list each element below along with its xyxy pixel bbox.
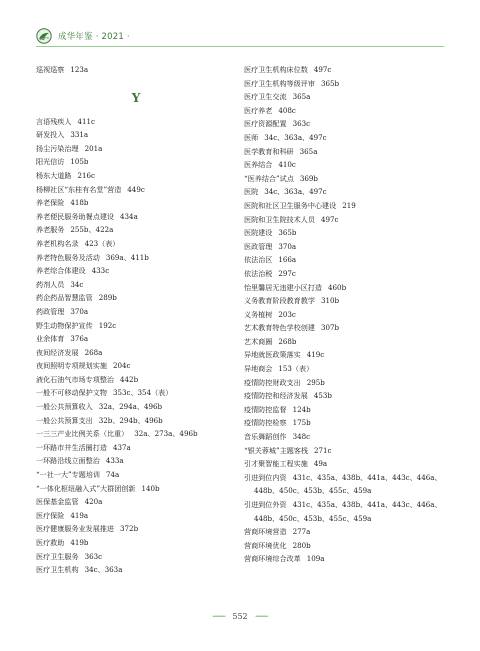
index-entry (244, 335, 444, 349)
index-term: “一体化枢纽融入式”大群团创新 (36, 483, 136, 493)
index-term: “一社一大”专题培训 (36, 470, 101, 480)
index-entry (36, 264, 236, 278)
index-page-ref: 32b、294b、496b (98, 415, 163, 425)
index-page-ref: 365b (320, 78, 340, 88)
index-page-ref: 109a (306, 554, 325, 564)
index-term: 医疗养老 (244, 105, 273, 115)
index-entry (244, 416, 444, 430)
index-term: 医疗卫生机构 (36, 565, 79, 575)
index-term: 液化石油气市场专项整治 (36, 374, 115, 384)
footer-ornament-left: ━━━ (212, 612, 225, 621)
index-entry (244, 267, 444, 281)
index-page-ref: 277a (292, 527, 311, 537)
index-page-ref: 365a (299, 146, 318, 156)
index-page-ref: 204c (112, 361, 131, 371)
index-page-ref: 105b (70, 157, 89, 167)
index-page-ref: 431c、435a、438b、441a、443c、446a、 (292, 500, 442, 509)
index-term: 医院和社区卫生服务中心建设 (244, 200, 337, 210)
index-term: 夜间照明专项规划实施 (36, 361, 107, 371)
index-entry (36, 386, 236, 400)
index-entry (36, 210, 236, 224)
index-term: 药剂人员 (36, 279, 65, 289)
index-page-ref: 34c、363a、497c (264, 132, 327, 142)
index-term: 杨柳社区“东桂有名堂”营造 (36, 184, 122, 194)
index-entry (36, 63, 236, 77)
index-entry (36, 359, 236, 373)
index-page-ref: 175b (292, 418, 311, 428)
index-page-ref: 153（表） (278, 364, 314, 374)
index-entry (244, 471, 444, 485)
index-entry (244, 226, 444, 240)
index-page-ref: 370a (278, 241, 297, 251)
index-entry (36, 563, 236, 577)
index-term: 异地商会 (244, 364, 273, 374)
index-page-ref: 32a、273a、496b (134, 429, 198, 439)
index-term: 医院 (244, 187, 259, 197)
index-term: 养老机构名录 (36, 238, 79, 248)
index-term: 言语残疾人 (36, 116, 72, 126)
index-page-ref: 49a (313, 459, 328, 469)
index-term: 引才聚智能工程实施 (244, 459, 308, 469)
index-page-ref: 216c (77, 170, 95, 180)
index-page-ref: 32a、294a、496b (98, 402, 163, 412)
index-term: 药政管理 (36, 306, 65, 316)
index-term: 疫情防控财政支出 (244, 377, 301, 387)
page-number: 552 (232, 612, 248, 621)
index-page-ref: 331a (70, 130, 89, 140)
index-term: 养老保险 (36, 198, 65, 208)
index-term: 营商环境综合改革 (244, 554, 301, 564)
index-entry (36, 237, 236, 251)
index-column-right (244, 63, 444, 566)
index-term: 怡里馨居无违建小区打造 (244, 282, 323, 292)
index-entry (36, 128, 236, 142)
index-entry (244, 63, 444, 77)
index-page-ref: 431c、435a、438b、441a、443c、446a、 (292, 472, 442, 482)
index-page-ref: 437a (112, 442, 131, 452)
index-page-ref: 420a (84, 497, 103, 507)
index-entry (244, 117, 444, 131)
index-term: 医师 (244, 132, 259, 142)
index-page-ref: 497c (320, 214, 339, 224)
index-term: 一环路市井生活圈打造 (36, 442, 107, 452)
index-page-ref: 268b (278, 336, 297, 346)
index-page-ref: 460b (328, 282, 347, 292)
index-entry (244, 376, 444, 390)
index-entry (36, 509, 236, 523)
index-page-ref: 449c (127, 184, 145, 194)
index-term: 医疗卫生机构等级评审 (244, 78, 315, 88)
index-page-ref: 34c、363a、497c (264, 187, 327, 197)
index-entry (244, 158, 444, 172)
index-term: 杨东大道路 (36, 170, 72, 180)
index-entry (244, 539, 444, 553)
index-entry (36, 400, 236, 414)
index-entry (244, 104, 444, 118)
index-term: 疫情防控检察 (244, 418, 287, 428)
index-entry (244, 213, 444, 227)
index-term: 音乐舞蹈创作 (244, 432, 287, 442)
index-entry (244, 240, 444, 254)
index-page-ref: 74a (106, 470, 120, 480)
index-entry (244, 199, 444, 213)
index-page-ref: 271c (314, 445, 332, 455)
index-entry (36, 183, 236, 197)
index-entry (36, 482, 236, 496)
index-page-ref: 408c (278, 105, 296, 115)
page-header (36, 28, 130, 44)
index-term: 养老便民服务助餐点建设 (36, 211, 115, 221)
index-term: 扬尘污染治理 (36, 143, 79, 153)
index-term: 一环路沿线立面整治 (36, 456, 100, 466)
index-page-ref: 280b (292, 540, 311, 550)
index-page-ref: 376a (70, 334, 89, 344)
index-term: 医院建设 (244, 228, 273, 238)
index-page-ref: 219 (342, 200, 356, 210)
index-term: 依法治区 (244, 255, 273, 265)
index-entry (244, 145, 444, 159)
index-term: 义务植树 (244, 309, 273, 319)
index-page-ref: 419c (306, 350, 325, 360)
index-entry (36, 305, 236, 319)
index-entry (244, 457, 444, 471)
index-entry (244, 525, 444, 539)
index-entry (36, 346, 236, 360)
index-page-ref: 372b (120, 524, 139, 534)
index-entry (36, 142, 236, 156)
index-page-ref: 448b、450c、453b、455c、459a (254, 513, 372, 523)
index-page-ref: 419a (70, 510, 89, 520)
index-page-ref: 140b (141, 483, 160, 493)
index-page-ref: 289b (98, 293, 117, 303)
index-page-ref: 369a、411b (105, 252, 149, 262)
index-term: 医疗资源配置 (244, 119, 287, 129)
index-entry (36, 251, 236, 265)
index-entry (36, 291, 236, 305)
index-page-ref: 419b (70, 538, 89, 547)
index-page-ref: 433a (105, 456, 124, 466)
index-page-ref: 124b (292, 404, 311, 414)
index-term: 艺术商圈 (244, 336, 273, 346)
index-entry (36, 468, 236, 482)
index-term: 医疗健康服务业发展推进 (36, 524, 115, 534)
yearbook-logo-icon (36, 28, 52, 44)
index-page-ref: 34c (70, 279, 84, 289)
index-entry (244, 484, 444, 498)
index-term: 疫情防控和经济发展 (244, 391, 308, 401)
index-entry (244, 430, 444, 444)
index-page-ref: 423（表） (84, 238, 120, 248)
index-term: 引进到位内资 (244, 472, 287, 482)
index-page-ref: 307b (320, 323, 340, 333)
index-page-ref: 433c (91, 266, 110, 276)
index-entry (36, 414, 236, 428)
index-page-ref: 255b、422a (70, 225, 114, 235)
footer-ornament-right: ━━━ (255, 612, 268, 621)
index-page-ref: 203c (278, 309, 296, 319)
index-entry (36, 495, 236, 509)
index-page-ref: 192c (98, 320, 117, 330)
index-page-ref: 295b (306, 377, 325, 387)
index-term: 医疗卫生交流 (244, 92, 287, 102)
index-term: 疫情防控监督 (244, 404, 287, 414)
index-entry (244, 321, 444, 335)
index-term: 业余体育 (36, 334, 65, 344)
index-term: 医养结合 (244, 160, 273, 170)
index-column-left (36, 63, 236, 577)
index-entry (244, 552, 444, 566)
index-term: 养老特色服务及活动 (36, 252, 100, 262)
index-page-ref: 123a (70, 65, 89, 74)
index-page-ref: 297c (278, 268, 296, 278)
index-page-ref: 434a (120, 211, 138, 221)
index-term: 养老综合体建设 (36, 266, 86, 276)
index-term: 巡视巡察 (36, 65, 65, 74)
index-entry (244, 294, 444, 308)
index-page-ref: 310b (320, 296, 340, 306)
index-entry (36, 319, 236, 333)
index-term: “银关蓉城”主题客栈 (244, 445, 309, 455)
index-entry (244, 185, 444, 199)
index-page-ref: 363c (84, 551, 103, 561)
index-entry (36, 196, 236, 210)
index-page-ref: 497c (313, 65, 332, 74)
index-term: 养老服务 (36, 225, 65, 235)
index-term: 一般公共预算收入 (36, 402, 93, 412)
index-term: 医学教育和科研 (244, 146, 294, 156)
index-term: 阳光信访 (36, 157, 65, 167)
index-term: 营商环境优化 (244, 540, 287, 550)
page-footer (0, 612, 480, 621)
index-term: 医疗卫生机构床位数 (244, 65, 308, 74)
index-page-ref: 268a (84, 347, 103, 357)
index-entry (244, 131, 444, 145)
index-term: 药企药品智慧监管 (36, 293, 93, 303)
index-entry (36, 427, 236, 441)
index-entry (36, 223, 236, 237)
index-page-ref: 34c、363a (84, 565, 123, 575)
index-term: 野生动物保护宣传 (36, 320, 93, 330)
index-entry (244, 403, 444, 417)
index-page-ref: 166a (278, 255, 297, 265)
index-entry (36, 155, 236, 169)
index-entry (36, 522, 236, 536)
index-term: 夜间经济发展 (36, 347, 79, 357)
index-page-ref: 363c (292, 119, 311, 129)
index-entry (244, 348, 444, 362)
index-entry (36, 332, 236, 346)
index-entry (244, 512, 444, 526)
index-term: 一般不可移动保护文物 (36, 388, 107, 398)
header-title: 成华年鉴 · 2021 · (58, 32, 130, 42)
index-term: 一般公共预算支出 (36, 415, 93, 425)
index-page-ref: 348c (292, 432, 311, 442)
index-page-ref: 448b、450c、453b、455c、459a (254, 486, 372, 496)
index-entry (36, 278, 236, 292)
index-term: 引进到位外资 (244, 500, 287, 509)
index-page-ref: 442b (120, 374, 139, 384)
index-entry (244, 172, 444, 186)
index-term: 医疗卫生服务 (36, 551, 79, 561)
index-term: 义务教育阶段教育教学 (244, 296, 315, 306)
index-term: 研发投入 (36, 130, 65, 140)
index-term: 医疗救助 (36, 538, 65, 547)
index-entry (244, 308, 444, 322)
index-entry (36, 115, 236, 129)
index-entry (36, 373, 236, 387)
index-page-ref: 369b (299, 173, 318, 183)
index-entry (36, 169, 236, 183)
index-term: 医政管理 (244, 241, 273, 251)
index-entry (36, 550, 236, 564)
header-divider (36, 46, 444, 47)
index-entry (244, 444, 444, 458)
index-term: 医疗保险 (36, 510, 65, 520)
index-term: 异地就医政策落实 (244, 350, 301, 360)
index-entry (244, 362, 444, 376)
index-page-ref: 410c (278, 160, 296, 170)
index-term: 依法治税 (244, 268, 273, 278)
index-entry (244, 90, 444, 104)
index-entry (36, 441, 236, 455)
index-term: 医保基金监管 (36, 497, 79, 507)
index-page-ref: 453b (313, 391, 332, 401)
index-term: 艺术教育特色学校创建 (244, 323, 315, 333)
index-entry (244, 281, 444, 295)
index-entry (244, 389, 444, 403)
index-page-ref: 370a (70, 306, 89, 316)
index-page-ref: 365a (292, 92, 311, 102)
index-entry (244, 498, 444, 512)
index-entry (244, 253, 444, 267)
index-page-ref: 418b (70, 198, 89, 208)
index-term: 营商环境营造 (244, 527, 287, 537)
index-letter-heading: Y (131, 90, 141, 105)
index-term: 医院和卫生院技术人员 (244, 214, 315, 224)
index-entry (244, 77, 444, 91)
index-entry (36, 536, 236, 550)
index-term: 一三三产业比例关系（比重） (36, 429, 129, 439)
index-term: “医养结合”试点 (244, 173, 294, 183)
index-page-ref: 201a (84, 143, 103, 153)
index-entry (36, 454, 236, 468)
index-page-ref: 353c、354（表） (112, 388, 173, 398)
index-page-ref: 411c (77, 116, 95, 126)
index-page-ref: 365b (278, 228, 297, 238)
